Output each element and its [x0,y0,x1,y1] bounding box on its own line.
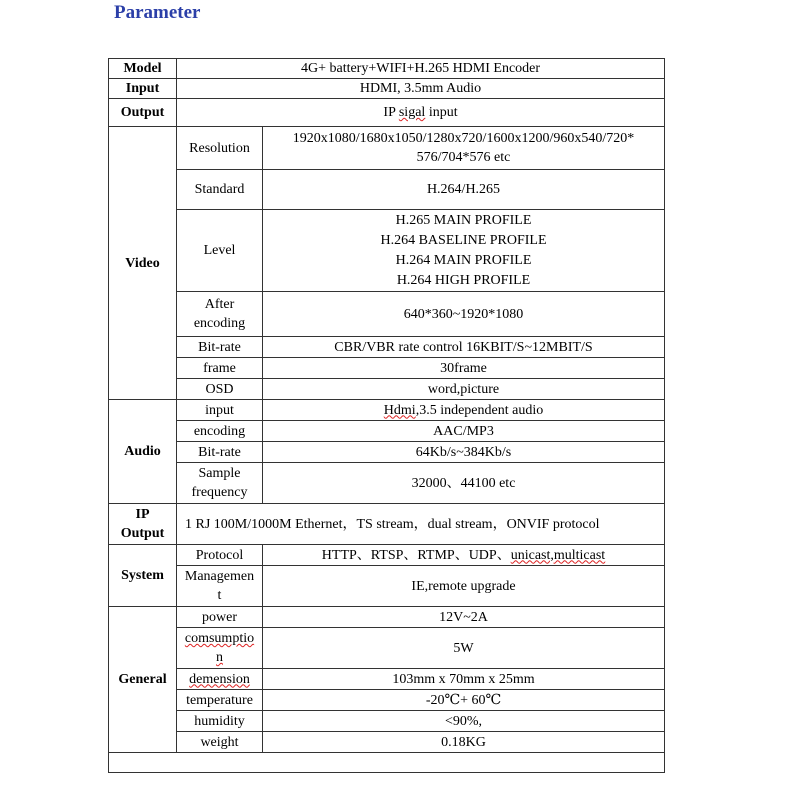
label-system: System [109,545,177,607]
label-input: Input [109,79,177,99]
row-general-temperature [109,690,665,711]
value-sample-frequency: 32000、44100 etc [263,463,665,504]
value-weight: 0.18KG [263,732,665,753]
value-humidity: <90%, [263,711,665,732]
page-title: Parameter [114,2,201,23]
value-output: IP sigal input [177,99,665,127]
label-audio-encoding: encoding [177,421,263,442]
level-item: H.264 MAIN PROFILE [395,252,532,268]
row-audio-encoding [109,421,665,442]
row-audio-sample [109,463,665,504]
label-management: Managemen t [177,566,263,607]
value-standard: H.264/H.265 [263,170,665,210]
value-input: HDMI, 3.5mm Audio [177,79,665,99]
label-level: Level [177,210,263,292]
label-after-encoding: After encoding [177,292,263,337]
label-sample-frequency: Sample frequency [177,463,263,504]
value-video-bitrate: CBR/VBR rate control 16KBIT/S~12MBIT/S [263,337,665,358]
row-video-osd [109,379,665,400]
row-video-after-encoding [109,292,665,337]
level-item: H.264 HIGH PROFILE [396,272,531,288]
value-level [263,210,665,292]
label-general: General [109,607,177,753]
label-weight: weight [177,732,263,753]
row-empty [109,753,665,773]
value-consumption: 5W [263,628,665,669]
label-protocol: Protocol [177,545,263,566]
value-dimension: 103mm x 70mm x 25mm [263,669,665,690]
row-audio-input [109,400,665,421]
row-general-consumption [109,628,665,669]
value-protocol: HTTP、RTSP、RTMP、UDP、unicast,multicast [263,545,665,566]
row-input [109,79,665,99]
row-ip-output [109,504,665,545]
row-video-bitrate [109,337,665,358]
value-frame: 30frame [263,358,665,379]
value-audio-input: Hdmi,3.5 independent audio [263,400,665,421]
label-humidity: humidity [177,711,263,732]
label-frame: frame [177,358,263,379]
value-ip-output: 1 RJ 100M/1000M Ethernet，TS stream，dual stream，ONVIF protocol [177,504,665,545]
label-audio-input: input [177,400,263,421]
row-general-dimension [109,669,665,690]
row-video-resolution [109,127,665,170]
level-item: H.265 MAIN PROFILE [395,212,532,228]
label-output: Output [109,99,177,127]
row-general-humidity [109,711,665,732]
row-system-protocol [109,545,665,566]
row-system-management [109,566,665,607]
value-power: 12V~2A [263,607,665,628]
spec-table [108,58,665,773]
label-ip-output: IP Output [109,504,177,545]
row-video-frame [109,358,665,379]
label-video-bitrate: Bit-rate [177,337,263,358]
label-audio-bitrate: Bit-rate [177,442,263,463]
label-osd: OSD [177,379,263,400]
row-video-standard [109,170,665,210]
row-output [109,99,665,127]
value-audio-encoding: AAC/MP3 [263,421,665,442]
value-temperature: -20℃+ 60℃ [263,690,665,711]
label-video: Video [109,127,177,400]
value-management: IE,remote upgrade [263,566,665,607]
row-general-weight [109,732,665,753]
label-standard: Standard [177,170,263,210]
label-audio: Audio [109,400,177,504]
label-temperature: temperature [177,690,263,711]
value-osd: word,picture [263,379,665,400]
label-model: Model [109,59,177,79]
value-after-encoding: 640*360~1920*1080 [263,292,665,337]
label-dimension: demension [177,669,263,690]
value-model: 4G+ battery+WIFI+H.265 HDMI Encoder [177,59,665,79]
row-video-level [109,210,665,292]
value-resolution: 1920x1080/1680x1050/1280x720/1600x1200/960x540/720* 576/704*576 etc [263,127,665,170]
row-general-power [109,607,665,628]
label-resolution: Resolution [177,127,263,170]
level-item: H.264 BASELINE PROFILE [380,232,547,248]
label-power: power [177,607,263,628]
label-consumption: comsumptio n [177,628,263,669]
row-audio-bitrate [109,442,665,463]
empty-cell [109,753,665,773]
row-model [109,59,665,79]
value-audio-bitrate: 64Kb/s~384Kb/s [263,442,665,463]
